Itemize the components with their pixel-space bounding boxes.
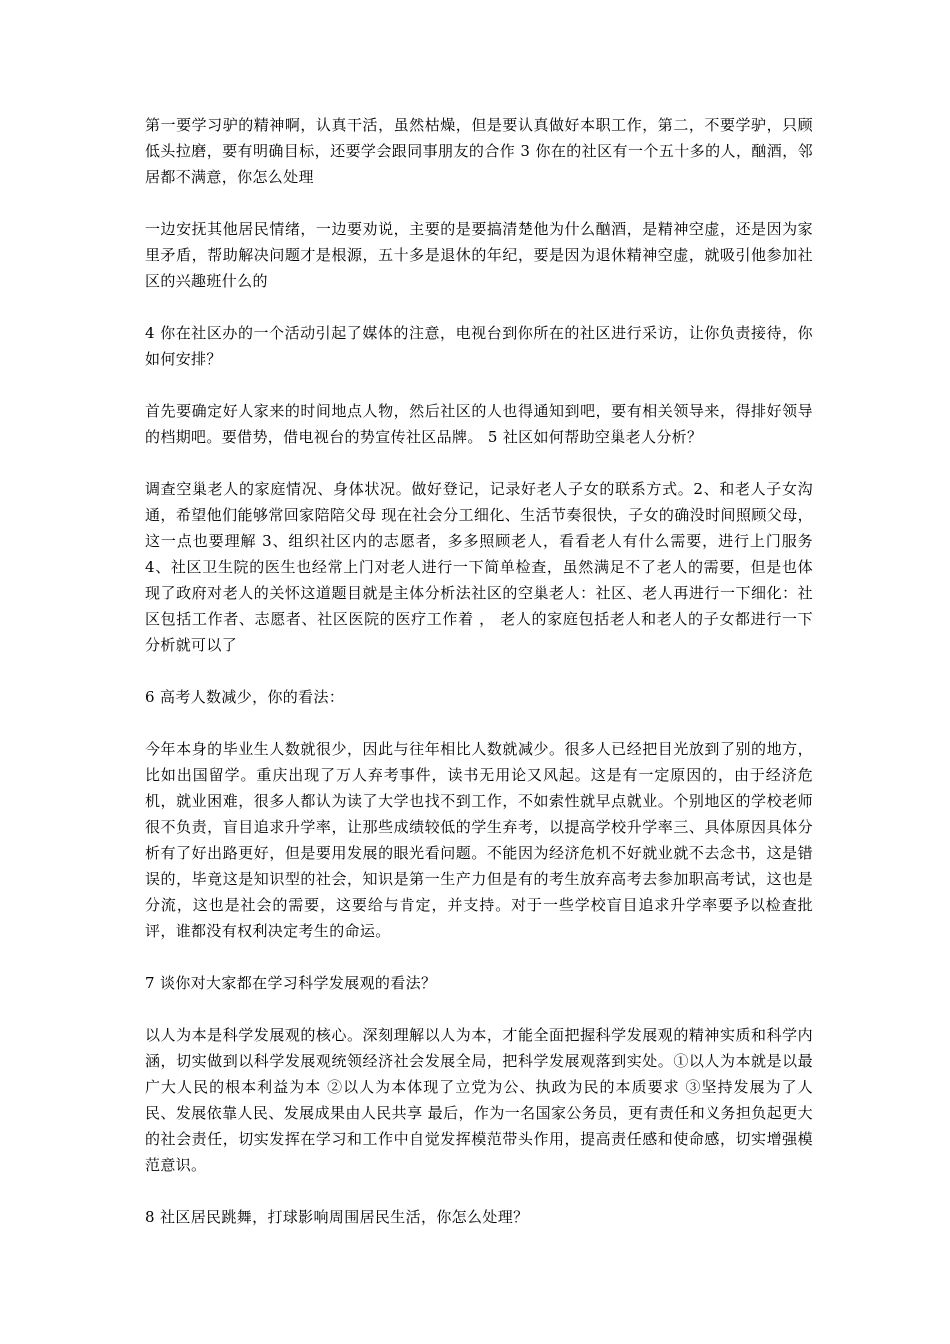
paragraph-q6-question: 6 高考人数减少，你的看法：	[145, 688, 345, 706]
paragraph-q3-intro: 第一要学习驴的精神啊，认真干活，虽然枯燥，但是要认真做好本职工作，第二，不要学驴，只顾低头拉磨，要有明确目标，还要学会跟同事朋友的合作 3 你在的社区有一个五十多的人，酗酒，邻居都不满意，你怎么处理	[145, 116, 813, 186]
paragraph-q3-answer: 一边安抚其他居民情绪，一边要劝说，主要的是要搞清楚他为什么酗酒，是精神空虚，还是因为家里矛盾，帮助解决问题才是根源，五十多是退休的年纪，要是因为退休精神空虚，就吸引他参加社区的兴趣班什么的	[145, 220, 813, 290]
paragraph-q7-answer: 以人为本是科学发展观的核心。深刻理解以人为本，才能全面把握科学发展观的精神实质和科学内涵，切实做到以科学发展观统领经济社会发展全局，把科学发展观落到实处。①以人为本就是以最广大人民的根本利益为本 ②以人为本体现了立党为公、执政为民的本质要求 ③坚持发展为了人民、发展依靠人民、发展成果由人民共享 最后，作为一名国家公务员，更有责任和义务担负起更大的社会责任，切实发挥在学习和工作中自觉发挥模范带头作用，提高责任感和使命感，切实增强模范意识。	[145, 1026, 813, 1174]
paragraph-q5-answer: 调查空巢老人的家庭情况、身体状况。做好登记，记录好老人子女的联系方式。2、和老人子女沟通，希望他们能够常回家陪陪父母 现在社会分工细化、生活节奏很快，子女的确没时间照顾父母，这一点也要理解 3、组织社区内的志愿者，多多照顾老人，看看老人有什么需要，进行上门服务 4、社区卫生院的医生也经常上门对老人进行一下简单检查，虽然满足不了老人的需要，但是也体现了政府对老人的关怀这道题目就是主体分析法社区的空巢老人：社区、老人再进行一下细化：社区包括工作者、志愿者、社区医院的医疗工作着 ， 老人的家庭包括老人和老人的子女都进行一下分析就可以了	[145, 480, 813, 654]
paragraph-q6-answer: 今年本身的毕业生人数就很少，因此与往年相比人数就减少。很多人已经把目光放到了别的地方，比如出国留学。重庆出现了万人弃考事件，读书无用论又风起。这是有一定原因的，由于经济危机，就业困难，很多人都认为读了大学也找不到工作，不如索性就早点就业。个别地区的学校老师很不负责，盲目追求升学率，让那些成绩较低的学生弃考，以提高学校升学率三、具体原因具体分析有了好出路更好，但是要用发展的眼光看问题。不能因为经济危机不好就业就不去念书，这是错误的，毕竟这是知识型的社会，知识是第一生产力但是有的考生放弃高考去参加职高考试，这也是分流，这也是社会的需要，这要给与肯定，并支持。对于一些学校盲目追求升学率要予以检查批评，谁都没有权利决定考生的命运。	[145, 740, 813, 940]
paragraph-q4-question: 4 你在社区办的一个活动引起了媒体的注意，电视台到你所在的社区进行采访，让你负责接待，你如何安排？	[145, 324, 813, 368]
document-body	[145, 112, 813, 1230]
paragraph-q7-question: 7 谈你对大家都在学习科学发展观的看法？	[145, 974, 437, 992]
paragraph-q8-question: 8 社区居民跳舞，打球影响周围居民生活，你怎么处理？	[145, 1208, 529, 1226]
paragraph-q4-answer: 首先要确定好人家来的时间地点人物，然后社区的人也得通知到吧，要有相关领导来，得排好领导的档期吧。要借势，借电视台的势宣传社区品牌。 5 社区如何帮助空巢老人分析？	[145, 402, 813, 446]
